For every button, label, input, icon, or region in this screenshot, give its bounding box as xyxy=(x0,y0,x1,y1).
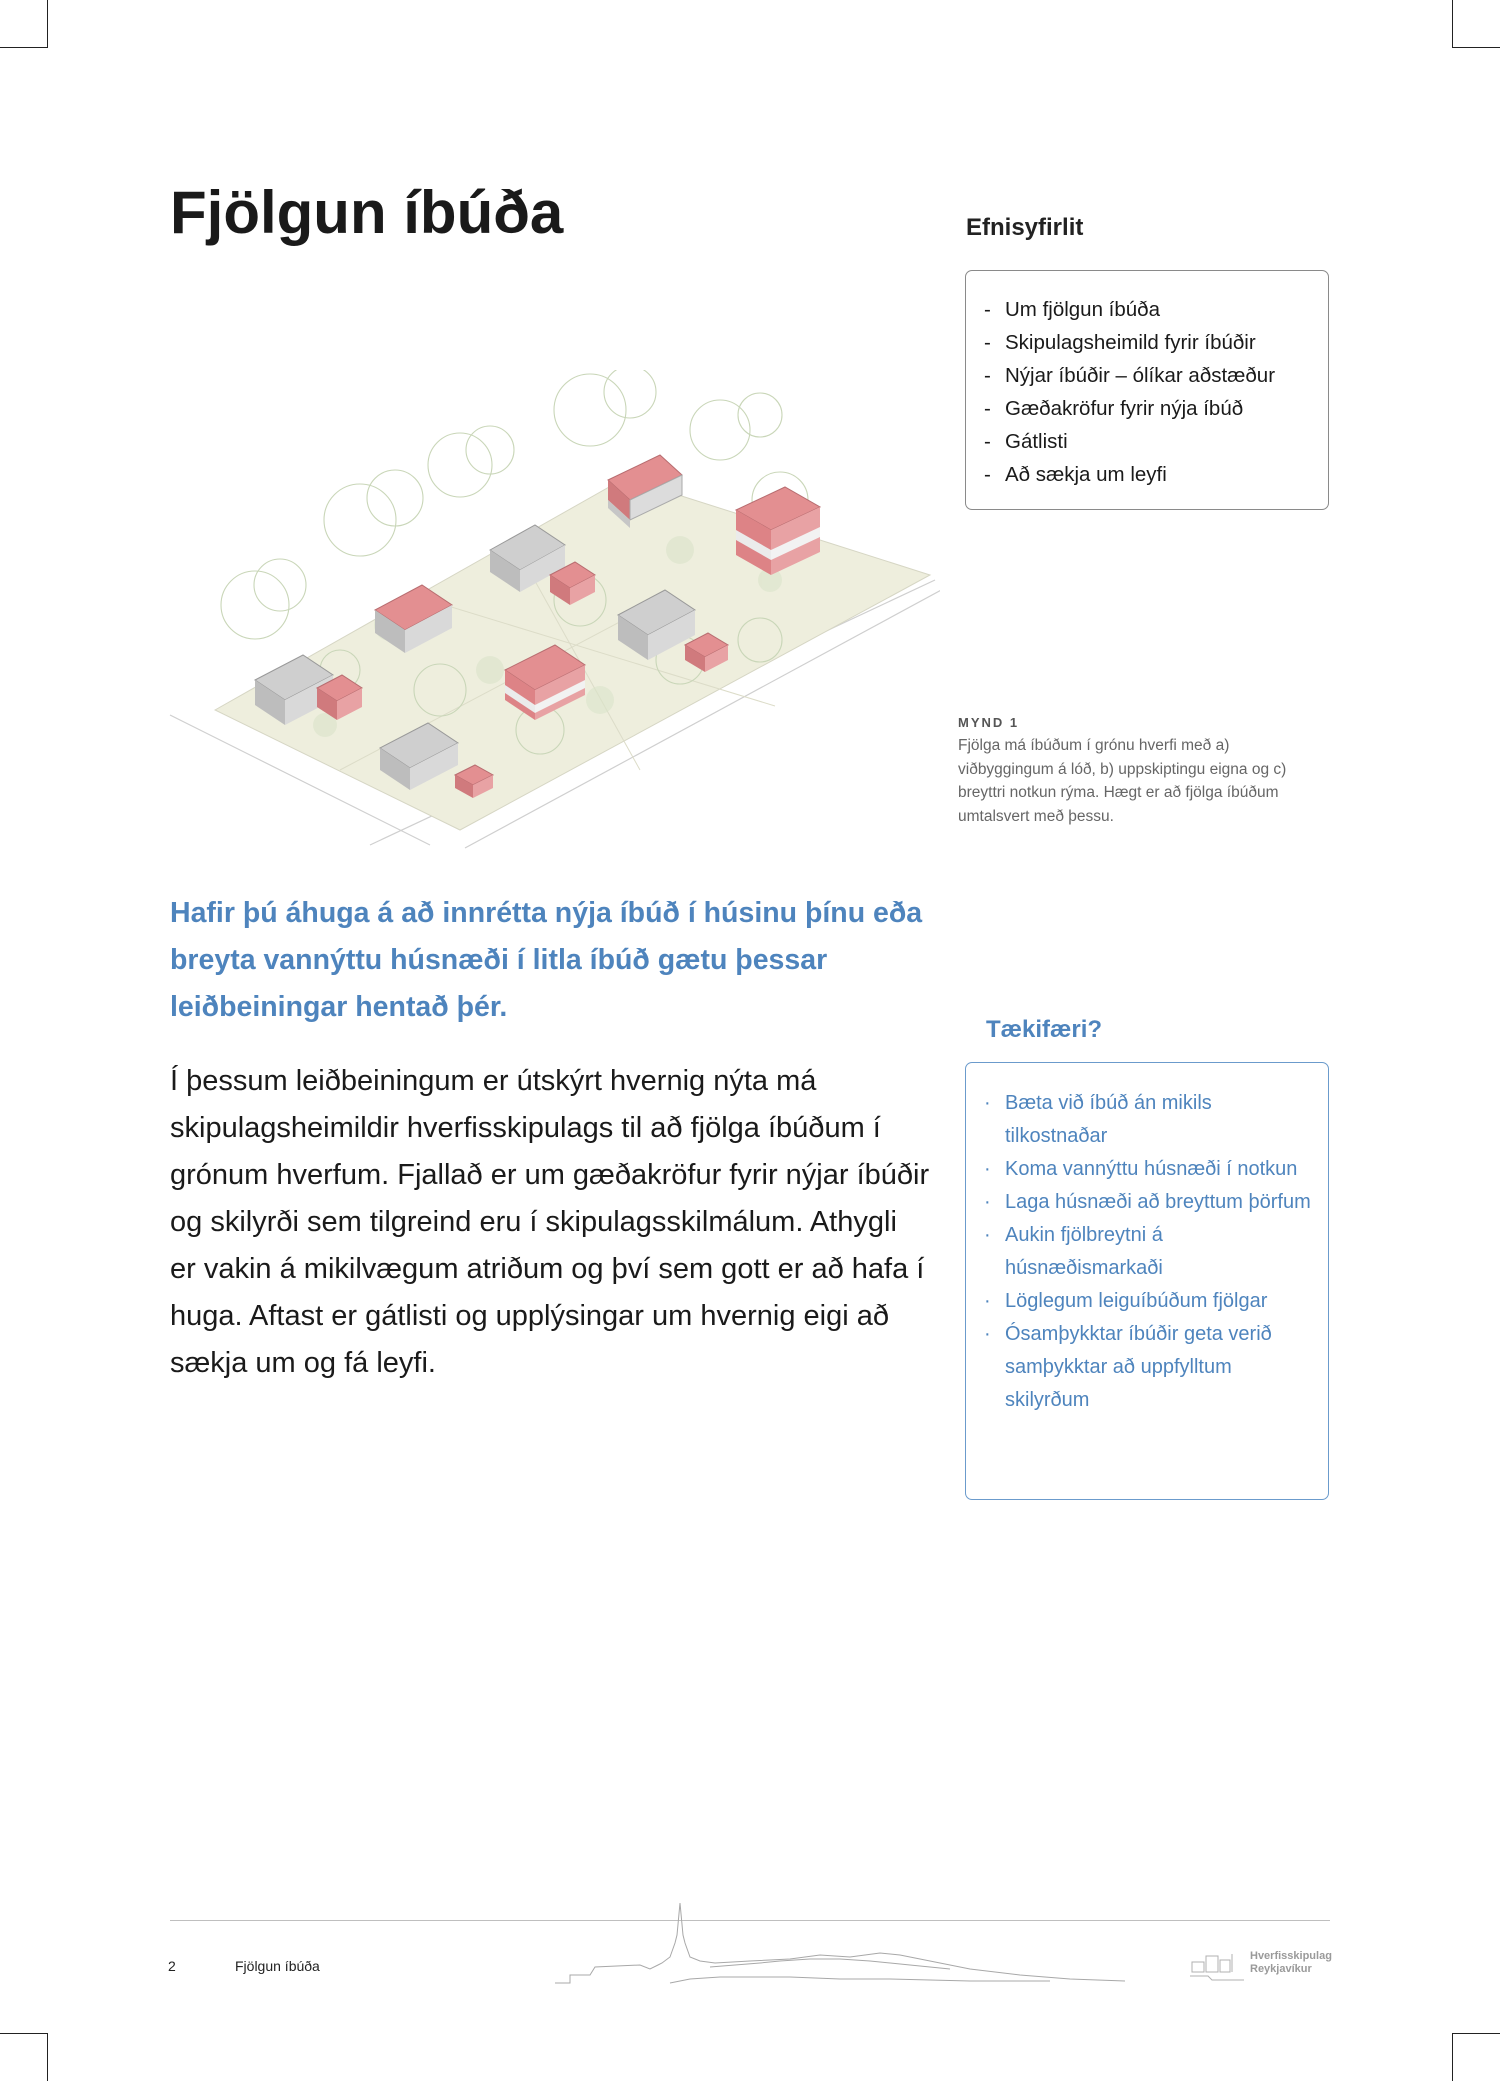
toc-item[interactable]: - Skipulagsheimild fyrir íbúðir xyxy=(984,326,1328,359)
toc-item[interactable]: - Gæðakröfur fyrir nýja íbúð xyxy=(984,392,1328,425)
opportunity-item: · Ósamþykktar íbúðir geta verið samþykktar að uppfylltum skilyrðum xyxy=(984,1318,1314,1417)
opportunity-item: · Aukin fjölbreytni á húsnæðismarkaði xyxy=(984,1219,1314,1285)
page-number: 2 xyxy=(168,1958,176,1974)
logo-line-1: Hverfisskipulag xyxy=(1250,1950,1332,1962)
toc-heading: Efnisyfirlit xyxy=(966,214,1084,241)
opportunity-item: · Bæta við íbúð án mikils tilkostnaðar xyxy=(984,1087,1314,1153)
hverfisskipulag-logo-icon xyxy=(1188,1948,1248,1984)
opportunities-heading: Tækifæri? xyxy=(986,1016,1103,1043)
reykjavik-skyline-illustration xyxy=(550,1895,1130,1990)
opportunities-list xyxy=(966,1063,1328,1417)
page-title: Fjölgun íbúða xyxy=(170,179,564,246)
toc-item[interactable]: - Gátlisti xyxy=(984,425,1328,458)
toc-list xyxy=(966,271,1328,491)
figure-caption: Fjölga má íbúðum í grónu hverfi með a) viðbyggingum á lóð, b) uppskiptingu eigna og c) breyttri notkun rýma. Hægt er að fjölga íbúðum umtalsvert með þessu. xyxy=(958,737,1287,825)
toc-item[interactable]: - Um fjölgun íbúða xyxy=(984,293,1328,326)
toc-item[interactable]: - Að sækja um leyfi xyxy=(984,458,1328,491)
crop-mark-top-right-v xyxy=(1452,0,1453,48)
body-paragraph: Í þessum leiðbeiningum er útskýrt hvernig nýta má skipulagsheimildir hverfisskipulags til að fjölga íbúðum í grónum hverfum. Fjallað er um gæðakröfur fyrir nýjar íbúðir og skilyrði sem tilgreind eru í skipulagsskilmálum. Athygli er vakin á mikilvægum atriðum og því sem gott er að hafa í huga. Aftast er gátlisti og upplýsingar um hvernig eigi að sækja um og fá leyfi. xyxy=(170,1065,930,1379)
toc-item[interactable]: - Nýjar íbúðir – ólíkar aðstæður xyxy=(984,359,1328,392)
opportunities-box xyxy=(965,1062,1329,1500)
logo-line-2: Reykjavíkur xyxy=(1250,1963,1312,1975)
lead-paragraph: Hafir þú áhuga á að innrétta nýja íbúð í húsinu þínu eða breyta vannýttu húsnæði í litla íbúð gætu þessar leiðbeiningar hentað þér. xyxy=(170,897,923,1023)
opportunity-item: · Löglegum leiguíbúðum fjölgar xyxy=(984,1285,1314,1318)
figure-label: MYND 1 xyxy=(958,715,1020,730)
opportunity-item: · Laga húsnæði að breyttum þörfum xyxy=(984,1186,1314,1219)
crop-mark-top-right-h xyxy=(1452,47,1500,48)
crop-mark-top-left-h xyxy=(0,47,48,48)
crop-mark-bottom-right-h xyxy=(1452,2033,1500,2034)
toc-box xyxy=(965,270,1329,510)
neighbourhood-illustration xyxy=(160,370,940,850)
crop-mark-top-left-v xyxy=(47,0,48,48)
crop-mark-bottom-right-v xyxy=(1452,2033,1453,2081)
hverfisskipulag-logo-text xyxy=(1250,1950,1332,1976)
crop-mark-bottom-left-v xyxy=(47,2033,48,2081)
crop-mark-bottom-left-h xyxy=(0,2033,48,2034)
opportunity-item: · Koma vannýttu húsnæði í notkun xyxy=(984,1153,1314,1186)
footer-title: Fjölgun íbúða xyxy=(235,1958,320,1974)
